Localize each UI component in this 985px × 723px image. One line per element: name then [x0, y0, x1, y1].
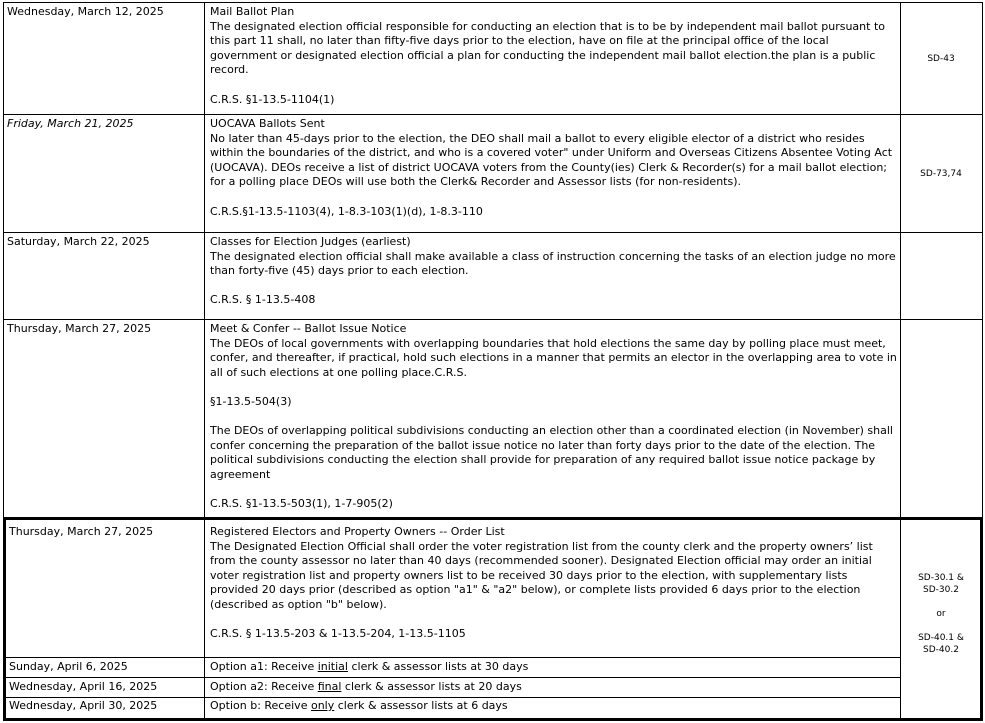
- row-reference: SD-43: [927, 54, 955, 64]
- row-title: Meet & Confer -- Ballot Issue Notice: [210, 322, 407, 335]
- row-border: [3, 114, 983, 115]
- row-border: [3, 319, 983, 320]
- row-date: Thursday, March 27, 2025: [9, 525, 154, 538]
- row-border: [3, 232, 983, 233]
- ref-line: SD-30.2: [923, 585, 959, 595]
- row-reference: [904, 572, 978, 656]
- row-content: [210, 322, 898, 512]
- option-date: Wednesday, April 30, 2025: [9, 699, 158, 712]
- row-citation: C.R.S. § 1-13.5-203 & 1-13.5-204, 1-13.5-1105: [210, 627, 466, 641]
- row-text: The DEOs of local governments with overlapping boundaries that hold elections the same day by polling place must meet, confer, and thereafter, if practical, hold such elections in a manner that permits an elector in the overlapping area to vote in all of such elections at one polling place.C.R.S.: [210, 336, 897, 379]
- option-date: Wednesday, April 16, 2025: [9, 680, 158, 693]
- row-title: Mail Ballot Plan: [210, 5, 295, 18]
- ref-line: SD-40.2: [923, 645, 959, 655]
- ref-line: SD-40.1 &: [918, 633, 964, 643]
- ref-line: SD-30.1 &: [918, 573, 964, 583]
- row-content: [210, 5, 898, 107]
- option-date: Sunday, April 6, 2025: [9, 660, 128, 673]
- row-citation: C.R.S. § 1-13.5-408: [210, 293, 316, 307]
- option-row-border: [5, 697, 900, 698]
- option-row-border: [5, 677, 900, 678]
- row-date: Wednesday, March 12, 2025: [7, 5, 164, 18]
- row-content: [210, 525, 898, 642]
- table-border-right: [982, 2, 983, 518]
- option-row-border: [5, 657, 900, 658]
- option-text: Option a1: Receive initial clerk & assessor lists at 30 days: [210, 660, 529, 673]
- row-date: Saturday, March 22, 2025: [7, 235, 150, 248]
- option-text: Option a2: Receive final clerk & assessor lists at 20 days: [210, 680, 522, 693]
- option-text: Option b: Receive only clerk & assessor lists at 6 days: [210, 699, 508, 712]
- row-text: The Designated Election Official shall order the voter registration list from the county clerk and the property owners’ list from the county assessor no later than 40 days (recommended sooner). Designated Election official may order an initial voter registration list and property owners list to be received 30 days prior to the election, with supplementary lists provided 20 days prior (described as option "a1" & "a2" below), or complete lists provided 6 days prior to the election (described as option "b" below).: [210, 539, 873, 611]
- row-citation-mid: §1-13.5-504(3): [210, 394, 292, 408]
- row-content: [210, 235, 898, 308]
- row-content: [210, 117, 898, 219]
- row-date: Thursday, March 27, 2025: [7, 322, 152, 335]
- row-citation: C.R.S.§1-13.5-1103(4), 1-8.3-103(1)(d), 1-8.3-110: [210, 204, 483, 218]
- row-title: Classes for Election Judges (earliest): [210, 235, 411, 248]
- row-text-2: The DEOs of overlapping political subdivisions conducting an election other than a coordinated election (in November) shall confer concerning the preparation of the ballot issue notice no later than forty days prior to the date of the election. The political subdivisions conducting the election shall provide for preparation of any required ballot issue notice package by agreement: [210, 424, 893, 481]
- row-text: No later than 45-days prior to the election, the DEO shall mail a ballot to every eligible elector of a district who resides within the boundaries of the district, and who is a covered voter" under Uniform and Overseas Citizens Absentee Voting Act (UOCAVA). DEOs receive a list of district UOCAVA voters from the County(ies) Clerk & Recorder(s) for a mail ballot election; for a polling place DEOs will use both the Clerk& Recorder and Assessor lists (for non-residents).: [210, 131, 893, 189]
- ref-or: or: [936, 609, 946, 619]
- table-border-left: [3, 2, 4, 518]
- row-citation: C.R.S. §1-13.5-503(1), 1-7-905(2): [210, 497, 393, 511]
- row-title: UOCAVA Ballots Sent: [210, 117, 325, 130]
- row-border: [3, 2, 983, 3]
- row-citation: C.R.S. §1-13.5-1104(1): [210, 92, 335, 106]
- row-text: The designated election official responsible for conducting an election that is to be by independent mail ballot pursuant to this part 11 shall, no later than fifty-five days prior to the election, have on file at the principal office of the local government or designated election official a plan for conducting the independent mail ballot election.the plan is a public record.: [210, 19, 885, 77]
- row-text: The designated election official shall make available a class of instruction concerning the tasks of an election judge no more than forty-five (45) days prior to each election.: [210, 249, 896, 278]
- row-date: Friday, March 21, 2025: [7, 117, 134, 130]
- row-reference: SD-73,74: [920, 169, 962, 179]
- row-title: Registered Electors and Property Owners -- Order List: [210, 525, 505, 538]
